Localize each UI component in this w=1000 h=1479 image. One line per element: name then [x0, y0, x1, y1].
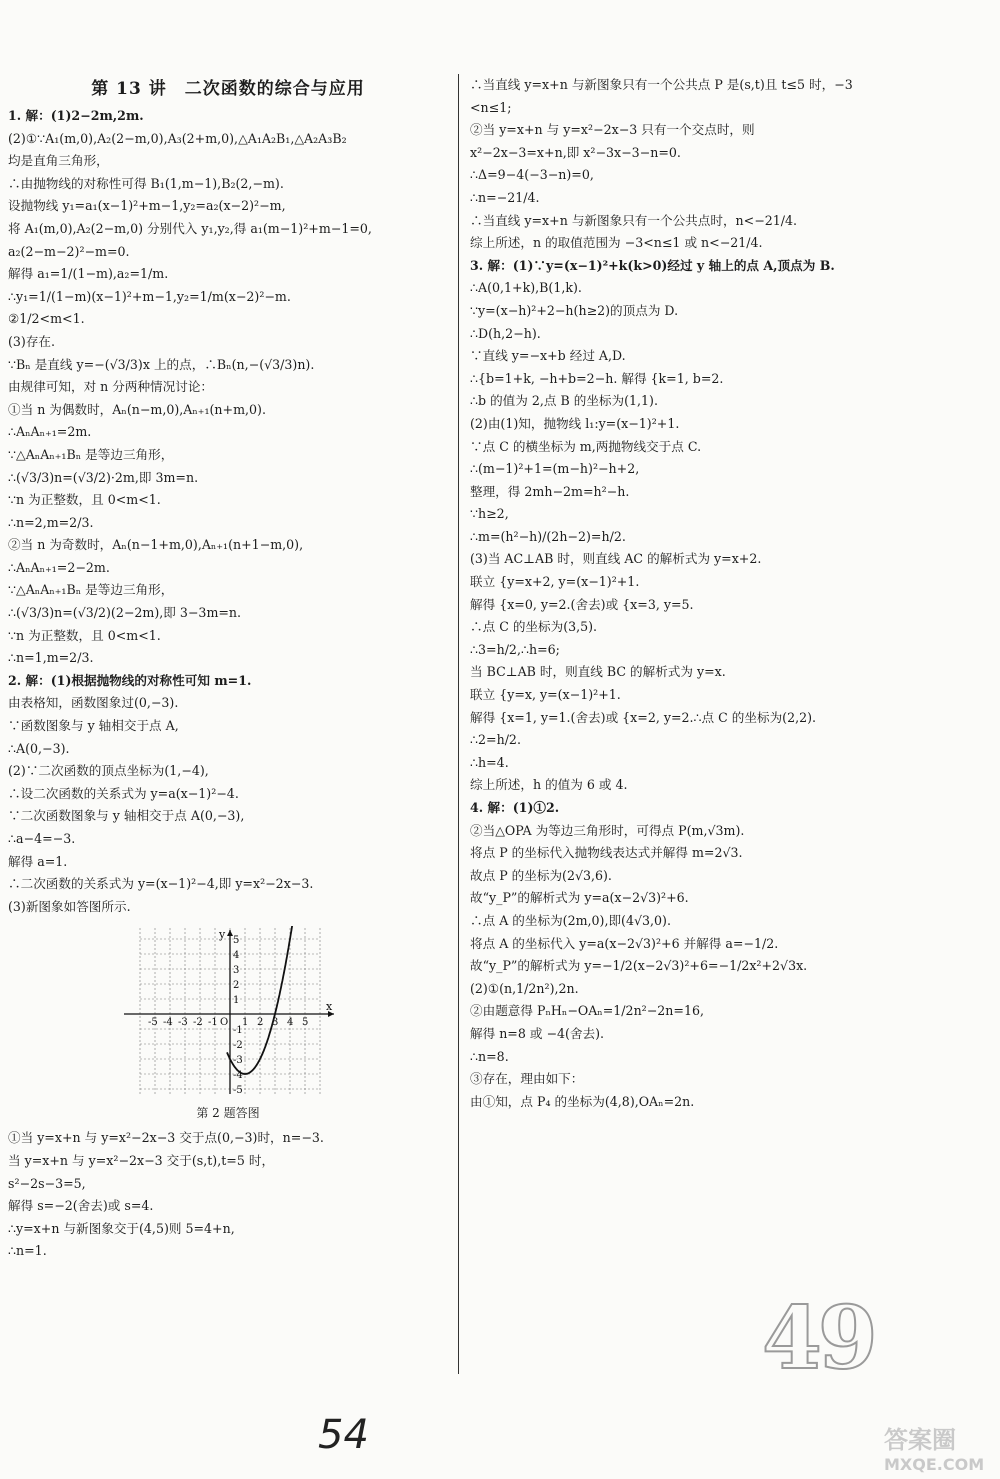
text-line: 由规律可知，对 n 分两种情况讨论： [8, 379, 214, 395]
y-tick-label: -2 [233, 1040, 243, 1052]
text-line: ∵△AₙAₙ₊₁Bₙ 是等边三角形， [8, 582, 174, 598]
graph-axes [124, 930, 334, 1097]
text-line: 故点 P 的坐标为(2√3,6). [470, 867, 612, 883]
text-line: 设抛物线 y₁=a₁(x−1)²+m−1,y₂=a₂(x−2)²−m, [8, 198, 286, 214]
text-line: ∴b 的值为 2,点 B 的坐标为(1,1). [470, 393, 658, 409]
text-line: 当 BC⊥AB 时，则直线 BC 的解析式为 y=x. [470, 664, 726, 680]
text-line: ②当 n 为奇数时，Aₙ(n−1+m,0),Aₙ₊₁(n+1−m,0), [8, 537, 304, 553]
text-line: ∵直线 y=−x+b 经过 A,D. [470, 348, 626, 364]
x-tick-label: -5 [148, 1017, 158, 1029]
text-line: ∴n=1,m=2/3. [8, 650, 94, 666]
text-line: 1. 解：(1)2−2m,2m. [8, 108, 144, 123]
left-solution-text-continued [8, 1127, 448, 1263]
text-line: ①当 y=x+n 与 y=x²−2x−3 交于点(0,−3)时，n=−3. [8, 1130, 324, 1146]
text-line: ∴由抛物线的对称性可得 B₁(1,m−1),B₂(2,−m). [8, 175, 284, 191]
y-tick-label: 3 [233, 965, 240, 977]
text-line: 故“y_P”的解析式为 y=−1/2(x−2√3)²+6=−1/2x²+2√3x. [470, 958, 808, 974]
left-solution-text [8, 105, 448, 918]
text-line: ∵Bₙ 是直线 y=−(√3/3)x 上的点，∴Bₙ(n,−(√3/3)n). [8, 356, 315, 372]
text-line: ∴点 C 的坐标为(3,5). [470, 619, 598, 635]
text-line: ∴a−4=−3. [8, 831, 76, 846]
y-axis-label: y [219, 928, 226, 942]
text-line: (3)存在. [8, 333, 56, 349]
text-line: 解得 a=1. [8, 853, 68, 869]
graph-figure [120, 926, 340, 1100]
text-line: ∴A(0,−3). [8, 740, 70, 756]
left-column [8, 74, 448, 1263]
text-line: ∵n 为正整数，且 0<m<1. [8, 492, 161, 508]
y-tick-label: 2 [233, 980, 240, 992]
text-line: ∴点 A 的坐标为(2m,0),即(4√3,0). [470, 912, 671, 928]
text-line: ②由题意得 PₙHₙ−OAₙ=1/2n²−2n=16, [470, 1003, 704, 1019]
text-line: 将 A₁(m,0),A₂(2−m,0) 分别代入 y₁,y₂,得 a₁(m−1)²+m−1=0, [8, 220, 372, 236]
text-line: 综上所述，n 的取值范围为 −3<n≤1 或 n<−21/4. [470, 235, 763, 251]
handwritten-note: 54 [318, 1412, 369, 1458]
text-line: ∴n=2,m=2/3. [8, 514, 94, 530]
text-line: (2)①∵A₁(m,0),A₂(2−m,0),A₃(2+m,0),△A₁A₂B₁,△A₂A₃B₂ [8, 130, 347, 146]
text-line: ③存在，理由如下： [470, 1071, 584, 1087]
text-line: 将点 P 的坐标代入抛物线表达式并解得 m=2√3. [470, 845, 743, 861]
text-line: ∴n=1. [8, 1243, 47, 1259]
y-tick-label: -5 [233, 1085, 243, 1097]
text-line: 综上所述，h 的值为 6 或 4. [470, 777, 628, 793]
origin-label: O [220, 1017, 229, 1029]
y-tick-label: -1 [233, 1025, 243, 1037]
text-line: ∴设二次函数的关系式为 y=a(x−1)²−4. [8, 785, 239, 801]
parabola-graph [120, 926, 340, 1096]
x-tick-label: -2 [193, 1017, 203, 1029]
x-axis-label: x [326, 1000, 333, 1014]
text-line: ∴Δ=9−4(−3−n)=0, [470, 167, 594, 183]
text-line: ∵点 C 的横坐标为 m,两抛物线交于点 C. [470, 438, 702, 454]
x-tick-label: 1 [242, 1017, 249, 1029]
text-line: ∴D(h,2−h). [470, 325, 541, 341]
text-line: a₂(2−m−2)²−m=0. [8, 243, 130, 259]
text-line: (3)当 AC⊥AB 时，则直线 AC 的解析式为 y=x+2. [470, 551, 762, 567]
text-line: ∵函数图象与 y 轴相交于点 A, [8, 718, 179, 734]
text-line: 整理，得 2mh−2m=h²−h. [470, 483, 630, 499]
watermark-url: MXQE.COM [884, 1455, 985, 1474]
text-line: ∴h=4. [470, 754, 509, 770]
x-tick-label: -4 [163, 1017, 173, 1029]
x-tick-label: 3 [272, 1017, 279, 1029]
text-line: ∴y=x+n 与新图象交于(4,5)则 5=4+n, [8, 1220, 235, 1236]
y-tick-label: -4 [233, 1070, 243, 1082]
y-tick-label: 5 [233, 935, 240, 947]
text-line: ∴当直线 y=x+n 与新图象只有一个公共点 P 是(s,t)且 t≤5 时，−3 [470, 77, 853, 92]
text-line: 当 y=x+n 与 y=x²−2x−3 交于(s,t),t=5 时， [8, 1152, 275, 1168]
y-tick-label: 4 [233, 950, 240, 962]
text-line: 解得 n=8 或 −4(舍去). [470, 1025, 605, 1041]
text-line: ∵h≥2, [470, 506, 509, 522]
text-line: ∴{b=1+k, −h+b=2−h. 解得 {k=1, b=2. [470, 370, 724, 386]
y-tick-label: -3 [233, 1055, 243, 1067]
text-line: 将点 A 的坐标代入 y=a(x−2√3)²+6 并解得 a=−1/2. [470, 935, 779, 951]
text-line: x²−2x−3=x+n,即 x²−3x−3−n=0. [470, 144, 681, 160]
text-line: (2)∵二次函数的顶点坐标为(1,−4), [8, 763, 209, 779]
text-line: 由①知，点 P₄ 的坐标为(4,8),OAₙ=2n. [470, 1093, 695, 1109]
text-line: ∴3=h/2,∴h=6; [470, 641, 560, 657]
text-line: ②当△OPA 为等边三角形时，可得点 P(m,√3m). [470, 822, 745, 838]
text-line: ∴n=8. [470, 1048, 509, 1064]
text-line: ②1/2<m<1. [8, 311, 85, 327]
column-divider [458, 74, 459, 1374]
x-tick-label: -3 [178, 1017, 188, 1029]
text-line: ∵n 为正整数，且 0<m<1. [8, 627, 161, 643]
x-tick-label: 2 [257, 1017, 264, 1029]
x-tick-label: 4 [287, 1017, 294, 1029]
lesson-title: 第 13 讲 二次函数的综合与应用 [91, 79, 365, 99]
text-line: ∴AₙAₙ₊₁=2m. [8, 424, 92, 440]
text-line: ∵二次函数图象与 y 轴相交于点 A(0,−3), [8, 808, 245, 824]
text-line: 均是直角三角形， [8, 153, 109, 169]
text-line: 解得 {x=0, y=2.(舍去)或 {x=3, y=5. [470, 596, 694, 612]
text-line: 4. 解：(1)①2. [470, 800, 560, 815]
text-line: 解得 s=−2(舍去)或 s=4. [8, 1198, 154, 1214]
text-line: 解得 a₁=1/(1−m),a₂=1/m. [8, 266, 169, 282]
text-line: <n≤1; [470, 99, 512, 115]
y-tick-label: 1 [233, 995, 240, 1007]
text-line: ∴AₙAₙ₊₁=2−2m. [8, 559, 110, 575]
text-line: ∴(√3/3)n=(√3/2)(2−2m),即 3−3m=n. [8, 605, 242, 621]
x-tick-label: 5 [302, 1017, 309, 1029]
text-line: s²−2s−3=5, [8, 1175, 86, 1191]
text-line: ∴m=(h²−h)/(2h−2)=h/2. [470, 528, 626, 544]
text-line: ∴2=h/2. [470, 732, 521, 748]
text-line: ∴当直线 y=x+n 与新图象只有一个公共点时，n<−21/4. [470, 212, 798, 228]
text-line: ∴n=−21/4. [470, 189, 540, 205]
text-line: 联立 {y=x+2, y=(x−1)²+1. [470, 574, 640, 590]
right-column [470, 74, 990, 1113]
text-line: ②当 y=x+n 与 y=x²−2x−3 只有一个交点时，则 [470, 122, 755, 138]
text-line: 故“y_P”的解析式为 y=a(x−2√3)²+6. [470, 890, 689, 906]
text-line: ∵y=(x−h)²+2−h(h≥2)的顶点为 D. [470, 302, 679, 318]
watermark-chars: 答案圈 [884, 1426, 956, 1454]
text-line: ①当 n 为偶数时，Aₙ(n−m,0),Aₙ₊₁(n+m,0). [8, 401, 266, 417]
text-line: 由表格知，函数图象过(0,−3). [8, 695, 179, 711]
x-tick-label: -1 [208, 1017, 218, 1029]
watermark-logo [880, 1420, 992, 1476]
text-line: ∴A(0,1+k),B(1,k). [470, 280, 582, 296]
text-line: (3)新图象如答图所示. [8, 898, 131, 914]
figure-caption: 第 2 题答图 [196, 1106, 260, 1121]
text-line: (2)①(n,1/2n²),2n. [470, 980, 579, 996]
text-line: ∴(√3/3)n=(√3/2)·2m,即 3m=n. [8, 469, 199, 485]
text-line: ∴(m−1)²+1=(m−h)²−h+2, [470, 461, 640, 477]
text-line: 联立 {y=x, y=(x−1)²+1. [470, 687, 621, 703]
text-line: ∵△AₙAₙ₊₁Bₙ 是等边三角形， [8, 446, 174, 462]
right-solution-text [470, 74, 990, 1113]
text-line: ∴y₁=1/(1−m)(x−1)²+m−1,y₂=1/m(x−2)²−m. [8, 288, 291, 304]
text-line: (2)由(1)知，抛物线 l₁:y=(x−1)²+1. [470, 415, 680, 431]
text-line: 3. 解：(1)∵y=(x−1)²+k(k>0)经过 y 轴上的点 A,顶点为 B. [470, 257, 835, 273]
text-line: 2. 解：(1)根据抛物线的对称性可知 m=1. [8, 672, 252, 688]
text-line: 解得 {x=1, y=1.(舍去)或 {x=2, y=2.∴点 C 的坐标为(2,2). [470, 709, 817, 725]
text-line: ∴二次函数的关系式为 y=(x−1)²−4,即 y=x²−2x−3. [8, 876, 314, 892]
page-number-stamp: 49 [762, 1288, 874, 1389]
